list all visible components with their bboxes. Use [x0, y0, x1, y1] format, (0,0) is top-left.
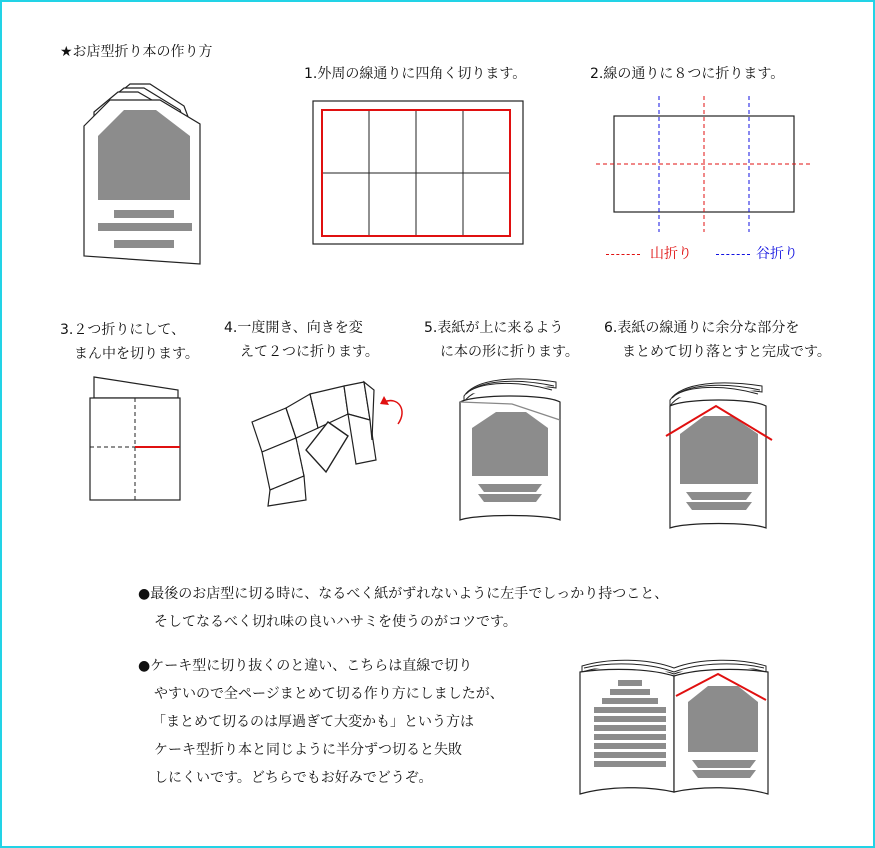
left-page: [580, 669, 674, 794]
step-3-label-line-2: まん中を切ります。: [74, 346, 199, 362]
note-2-line-2: やすいので全ページまとめて切る作り方にしましたが、: [154, 686, 504, 702]
step-5-label-line-1: 5.表紙が上に来るよう: [424, 320, 564, 336]
note-1-line-1: ●最後のお店型に切る時に、なるべく紙がずれないように左手でしっかり持つこと、: [138, 586, 669, 602]
legend-valley-line: [716, 254, 750, 255]
cover-bar-2: [98, 223, 192, 231]
note-2-line-5: しにくいです。どちらでもお好みでどうぞ。: [154, 770, 433, 786]
legend-mountain-label: 山折り: [650, 246, 692, 262]
note-2-line-3: 「まとめて切るのは厚過ぎて大変かも」という方は: [152, 714, 474, 730]
step-1-cut-diagram: [312, 100, 524, 246]
step-5-label-line-2: に本の形に折ります。: [440, 344, 579, 360]
open-book-illustration: [578, 654, 770, 798]
step-1-label: 1.外周の線通りに四角く切ります。: [304, 66, 527, 82]
cover-bar-3: [114, 240, 174, 248]
page-title: ★お店型折り本の作り方: [60, 44, 213, 60]
legend-mountain-line: [606, 254, 640, 255]
right-house-shape: [688, 686, 758, 752]
step-4-diagram: [248, 380, 414, 508]
note-2-line-4: ケーキ型折り本と同じように半分ずつ切ると失敗: [154, 742, 462, 758]
legend-valley-label: 谷折り: [756, 246, 798, 262]
step-2-fold-diagram: [596, 96, 814, 236]
step-6-label-line-1: 6.表紙の線通りに余分な部分を: [604, 320, 800, 336]
step-2-label: 2.線の通りに８つに折ります。: [590, 66, 785, 82]
note-1-line-2: そしてなるべく切れ味の良いハサミを使うのがコツです。: [154, 614, 517, 630]
step-3-diagram: [88, 376, 184, 502]
step-6-label-line-2: まとめて切り落とすと完成です。: [622, 344, 831, 360]
cover-house-shape: [680, 416, 758, 484]
cover-bar-1: [114, 210, 174, 218]
step-4-label-line-1: 4.一度開き、向きを変: [224, 320, 363, 336]
step-5-diagram: [456, 374, 568, 522]
step-3-label-line-1: 3.２つ折りにして、: [60, 322, 186, 338]
step-6-diagram: [662, 378, 774, 530]
step-4-label-line-2: えて２つに折ります。: [240, 344, 379, 360]
cover-house-shape: [472, 412, 548, 476]
back-sheet: [94, 377, 178, 398]
finished-book-illustration: [80, 82, 210, 267]
note-2-line-1: ●ケーキ型に切り抜くのと違い、こちらは直線で切り: [138, 658, 473, 674]
